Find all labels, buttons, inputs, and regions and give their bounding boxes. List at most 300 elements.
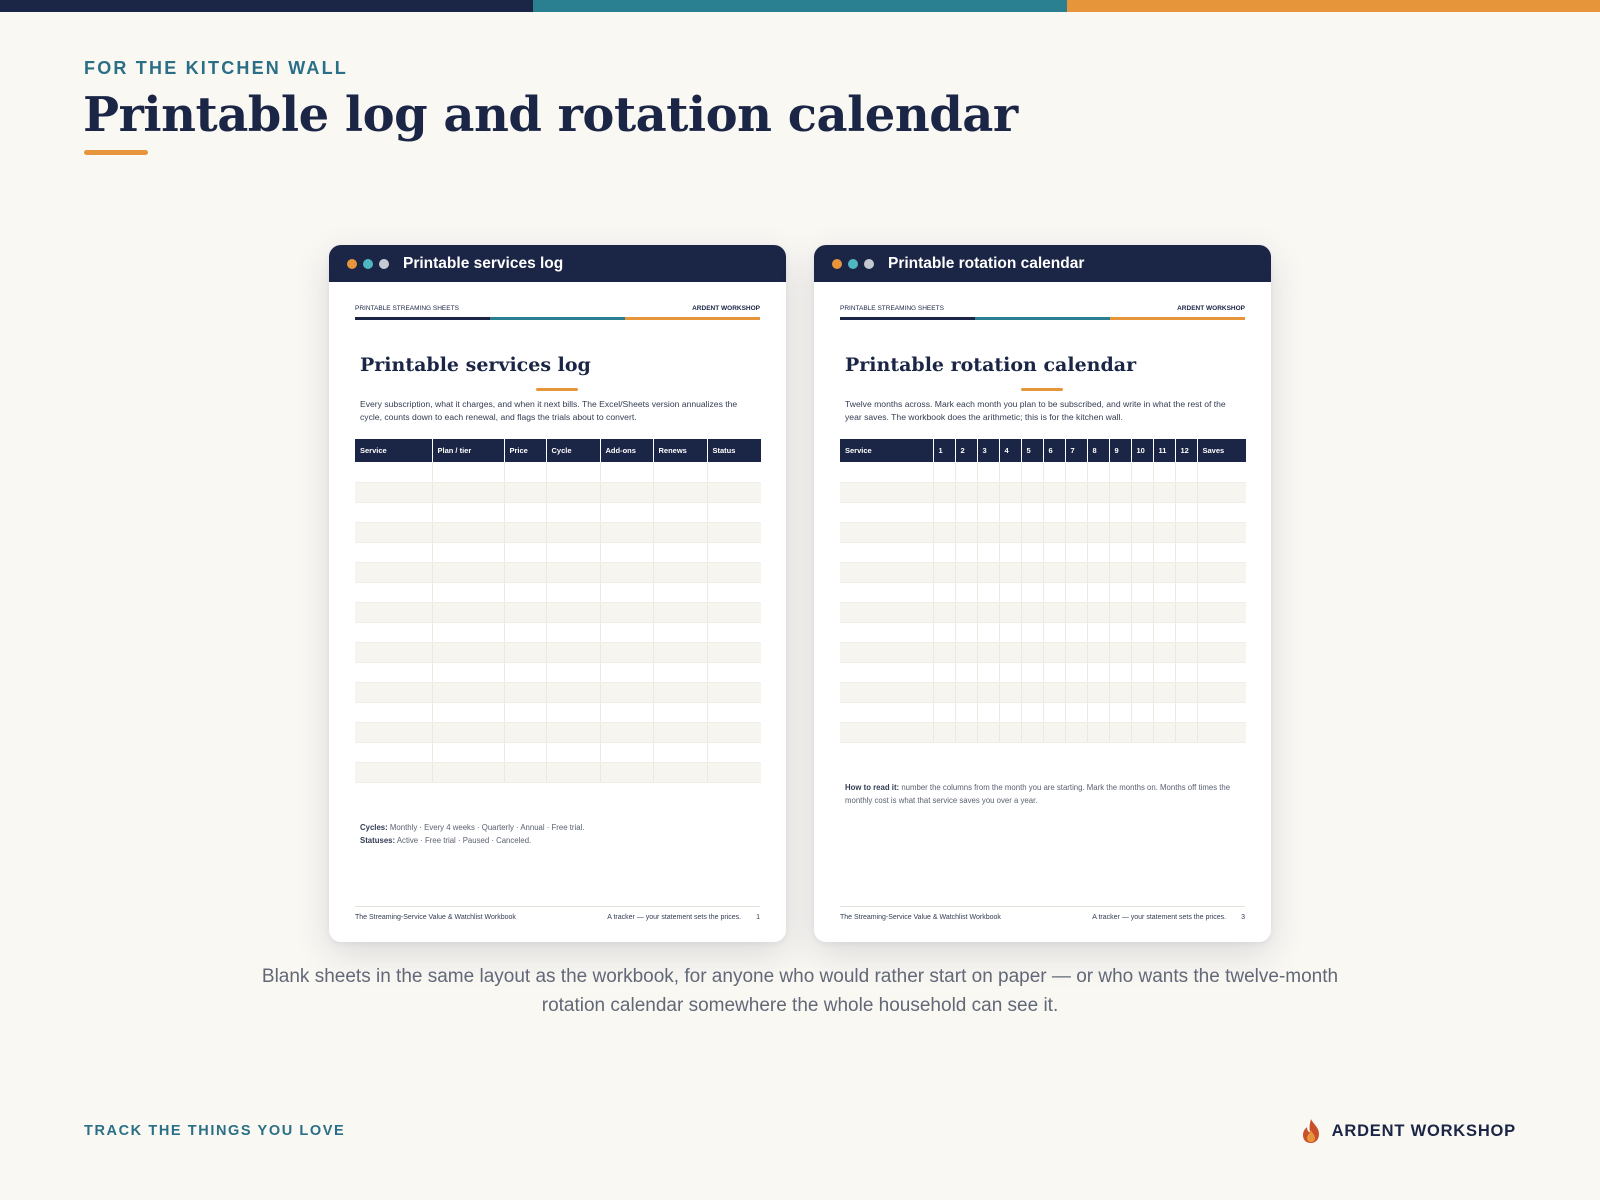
column-header: 1 <box>933 439 955 462</box>
blank-cell <box>999 522 1021 542</box>
blank-cell <box>355 582 432 602</box>
blank-cell <box>955 702 977 722</box>
blank-cell <box>504 542 546 562</box>
blank-cell <box>504 582 546 602</box>
table-row <box>355 642 761 662</box>
blank-cell <box>653 622 707 642</box>
caption: Blank sheets in the same layout as the workbook, for anyone who would rather start on paper — or who wants the twelve-month rotation calendar somewhere the whole household can see it. <box>261 966 1339 1016</box>
table-row <box>840 622 1246 642</box>
brand-name: ARDENT WORKSHOP <box>1331 1121 1516 1140</box>
blank-cell <box>653 542 707 562</box>
footer-book-title: The Streaming-Service Value & Watchlist Workbook <box>355 914 516 921</box>
sheet-header <box>840 305 1245 312</box>
blank-cell <box>1043 722 1065 742</box>
blank-cell <box>1175 622 1197 642</box>
blank-cell <box>1043 482 1065 502</box>
blank-cell <box>504 622 546 642</box>
table-row <box>355 562 761 582</box>
blank-cell <box>1087 642 1109 662</box>
column-header: 9 <box>1109 439 1131 462</box>
blank-cell <box>840 702 933 722</box>
blank-cell <box>1043 602 1065 622</box>
blank-cell <box>999 602 1021 622</box>
column-header: 2 <box>955 439 977 462</box>
blank-cell <box>933 622 955 642</box>
blank-cell <box>504 482 546 502</box>
column-header: 5 <box>1021 439 1043 462</box>
blank-cell <box>546 642 600 662</box>
blank-cell <box>1065 602 1087 622</box>
table-row <box>355 702 761 722</box>
table-row <box>840 642 1246 662</box>
sheet-color-bar <box>355 317 760 320</box>
blank-cell <box>840 682 933 702</box>
blank-cell <box>1197 462 1246 482</box>
blank-cell <box>977 582 999 602</box>
sheet-brand: ARDENT WORKSHOP <box>692 305 760 312</box>
column-header: 7 <box>1065 439 1087 462</box>
blank-cell <box>707 642 761 662</box>
blank-cell <box>955 602 977 622</box>
blank-cell <box>707 762 761 782</box>
blank-cell <box>707 622 761 642</box>
blank-cell <box>977 602 999 622</box>
blank-cell <box>504 662 546 682</box>
top-color-bar <box>0 0 1600 12</box>
blank-cell <box>504 462 546 482</box>
window-titlebar <box>814 245 1271 282</box>
blank-cell <box>600 642 653 662</box>
blank-cell <box>1065 722 1087 742</box>
table-row <box>840 722 1246 742</box>
blank-cell <box>1131 522 1153 542</box>
blank-cell <box>355 742 432 762</box>
blank-cell <box>1153 602 1175 622</box>
blank-cell <box>653 582 707 602</box>
blank-cell <box>546 582 600 602</box>
doc-description: Twelve months across. Mark each month you plan to be subscribed, and write in what the rest of the year saves. The workbook does the arithmetic; this is for the kitchen wall. <box>845 399 1226 422</box>
blank-cell <box>840 602 933 622</box>
doc-description: Every subscription, what it charges, and when it next bills. The Excel/Sheets version annualizes the cycle, counts down to each renewal, and flags the trials about to convert. <box>360 399 738 422</box>
blank-cell <box>1109 682 1131 702</box>
blank-cell <box>1131 482 1153 502</box>
blank-cell <box>1109 702 1131 722</box>
table-row <box>355 482 761 502</box>
blank-cell <box>840 582 933 602</box>
blank-cell <box>707 522 761 542</box>
blank-cell <box>933 462 955 482</box>
blank-cell <box>977 482 999 502</box>
blank-cell <box>653 742 707 762</box>
blank-cell <box>1021 482 1043 502</box>
blank-cell <box>1109 602 1131 622</box>
blank-cell <box>933 722 955 742</box>
window-dot-orange <box>347 259 357 269</box>
blank-cell <box>977 562 999 582</box>
blank-cell <box>1109 462 1131 482</box>
blank-cell <box>977 622 999 642</box>
blank-cell <box>1021 502 1043 522</box>
blank-cell <box>707 562 761 582</box>
blank-cell <box>1065 462 1087 482</box>
blank-cell <box>432 702 504 722</box>
blank-cell <box>653 682 707 702</box>
blank-cell <box>504 562 546 582</box>
blank-cell <box>1021 522 1043 542</box>
blank-cell <box>933 502 955 522</box>
blank-cell <box>432 502 504 522</box>
blank-cell <box>1197 562 1246 582</box>
blank-cell <box>1175 682 1197 702</box>
blank-cell <box>1109 582 1131 602</box>
blank-cell <box>933 702 955 722</box>
blank-cell <box>977 522 999 542</box>
blank-cell <box>1087 582 1109 602</box>
column-header: Saves <box>1197 439 1246 462</box>
window-dot-teal <box>848 259 858 269</box>
blank-cell <box>504 762 546 782</box>
window-dot-orange <box>832 259 842 269</box>
blank-cell <box>999 482 1021 502</box>
blank-cell <box>999 662 1021 682</box>
sheet-label: PRINTABLE STREAMING SHEETS <box>355 305 459 312</box>
printable-sheet <box>329 282 786 942</box>
blank-cell <box>1175 642 1197 662</box>
blank-cell <box>432 742 504 762</box>
blank-cell <box>504 722 546 742</box>
blank-cell <box>1197 622 1246 642</box>
blank-cell <box>1197 582 1246 602</box>
blank-cell <box>546 682 600 702</box>
rotation-calendar-table <box>840 439 1246 743</box>
blank-cell <box>1197 502 1246 522</box>
table-row <box>355 662 761 682</box>
blank-cell <box>933 522 955 542</box>
blank-cell <box>653 462 707 482</box>
page-number: 1 <box>756 914 760 921</box>
blank-cell <box>504 742 546 762</box>
table-row <box>840 562 1246 582</box>
blank-cell <box>1175 502 1197 522</box>
blank-cell <box>1087 502 1109 522</box>
sheet-footer <box>355 906 760 921</box>
blank-cell <box>840 562 933 582</box>
table-row <box>840 462 1246 482</box>
blank-cell <box>1197 482 1246 502</box>
blank-cell <box>355 722 432 742</box>
table-row <box>840 682 1246 702</box>
blank-cell <box>1197 542 1246 562</box>
column-header: 11 <box>1153 439 1175 462</box>
blank-cell <box>1087 542 1109 562</box>
blank-cell <box>432 722 504 742</box>
column-header: 6 <box>1043 439 1065 462</box>
blank-cell <box>600 502 653 522</box>
blank-cell <box>1197 702 1246 722</box>
blank-cell <box>1131 682 1153 702</box>
blank-cell <box>1131 702 1153 722</box>
blank-cell <box>355 522 432 542</box>
blank-cell <box>432 642 504 662</box>
blank-cell <box>432 582 504 602</box>
blank-cell <box>1021 662 1043 682</box>
blank-cell <box>653 602 707 622</box>
blank-cell <box>1065 502 1087 522</box>
blank-cell <box>1087 522 1109 542</box>
sheet-color-bar <box>840 317 1245 320</box>
blank-cell <box>432 622 504 642</box>
blank-cell <box>1087 682 1109 702</box>
blank-cell <box>653 562 707 582</box>
blank-cell <box>955 522 977 542</box>
blank-cell <box>653 662 707 682</box>
doc-title-accent <box>1021 388 1063 391</box>
blank-cell <box>1153 682 1175 702</box>
blank-cell <box>933 482 955 502</box>
column-header: Service <box>840 439 933 462</box>
blank-cell <box>840 642 933 662</box>
how-to-read-note: How to read it: number the columns from the month you are starting. Mark the months on. Months off times the monthly cost is what that service saves you over a year. <box>845 783 1231 805</box>
blank-cell <box>977 462 999 482</box>
blank-cell <box>1175 542 1197 562</box>
blank-cell <box>840 522 933 542</box>
table-row <box>355 742 761 762</box>
blank-cell <box>1153 622 1175 642</box>
blank-cell <box>933 682 955 702</box>
blank-cell <box>432 542 504 562</box>
blank-cell <box>1175 462 1197 482</box>
blank-cell <box>1109 542 1131 562</box>
blank-cell <box>999 702 1021 722</box>
blank-cell <box>546 762 600 782</box>
blank-cell <box>1197 722 1246 742</box>
column-header: Price <box>504 439 546 462</box>
blank-cell <box>1087 662 1109 682</box>
blank-cell <box>600 622 653 642</box>
table-row <box>840 582 1246 602</box>
blank-cell <box>977 662 999 682</box>
blank-cell <box>955 482 977 502</box>
blank-cell <box>955 502 977 522</box>
blank-cell <box>355 502 432 522</box>
blank-cell <box>546 502 600 522</box>
blank-cell <box>1065 702 1087 722</box>
blank-cell <box>1109 482 1131 502</box>
blank-cell <box>1131 622 1153 642</box>
blank-cell <box>600 722 653 742</box>
legend-statuses: Statuses: Active · Free trial · Paused · Canceled. <box>360 836 532 845</box>
blank-cell <box>1065 482 1087 502</box>
blank-cell <box>1065 522 1087 542</box>
blank-cell <box>432 602 504 622</box>
blank-cell <box>1065 642 1087 662</box>
blank-cell <box>1065 622 1087 642</box>
table-row <box>355 542 761 562</box>
blank-cell <box>1153 642 1175 662</box>
table-row <box>840 542 1246 562</box>
blank-cell <box>432 522 504 542</box>
window-dot-gray <box>379 259 389 269</box>
doc-title-accent <box>536 388 578 391</box>
blank-cell <box>1153 522 1175 542</box>
blank-cell <box>653 642 707 662</box>
blank-cell <box>1109 502 1131 522</box>
table-row <box>355 522 761 542</box>
blank-cell <box>600 462 653 482</box>
blank-cell <box>707 742 761 762</box>
table-row <box>840 602 1246 622</box>
blank-cell <box>955 662 977 682</box>
flame-icon <box>1300 1118 1322 1144</box>
blank-cell <box>355 622 432 642</box>
legend-cycles: Cycles: Monthly · Every 4 weeks · Quarterly · Annual · Free trial. <box>360 823 585 832</box>
blank-cell <box>1043 662 1065 682</box>
blank-cell <box>933 582 955 602</box>
blank-cell <box>432 762 504 782</box>
blank-cell <box>1153 562 1175 582</box>
sheet-header <box>355 305 760 312</box>
window-dot-gray <box>864 259 874 269</box>
blank-cell <box>1153 462 1175 482</box>
blank-cell <box>600 522 653 542</box>
blank-cell <box>1153 722 1175 742</box>
blank-cell <box>504 602 546 622</box>
blank-cell <box>1175 522 1197 542</box>
blank-cell <box>955 542 977 562</box>
table-row <box>355 682 761 702</box>
blank-cell <box>600 482 653 502</box>
blank-cell <box>955 622 977 642</box>
blank-cell <box>1021 462 1043 482</box>
blank-cell <box>1109 522 1131 542</box>
column-header: 10 <box>1131 439 1153 462</box>
blank-cell <box>546 742 600 762</box>
blank-cell <box>955 682 977 702</box>
blank-cell <box>999 682 1021 702</box>
blank-cell <box>546 462 600 482</box>
blank-cell <box>1175 702 1197 722</box>
blank-cell <box>600 682 653 702</box>
blank-cell <box>999 642 1021 662</box>
blank-cell <box>1153 662 1175 682</box>
brand-logo <box>1300 1118 1516 1144</box>
blank-cell <box>1043 462 1065 482</box>
blank-cell <box>546 662 600 682</box>
blank-cell <box>1175 562 1197 582</box>
blank-cell <box>600 562 653 582</box>
blank-cell <box>546 622 600 642</box>
blank-cell <box>546 482 600 502</box>
blank-cell <box>1087 462 1109 482</box>
blank-cell <box>1021 582 1043 602</box>
blank-cell <box>1197 662 1246 682</box>
blank-cell <box>999 502 1021 522</box>
blank-cell <box>653 522 707 542</box>
blank-cell <box>653 702 707 722</box>
blank-cell <box>1131 602 1153 622</box>
blank-cell <box>955 642 977 662</box>
blank-cell <box>707 722 761 742</box>
blank-cell <box>955 582 977 602</box>
blank-cell <box>977 722 999 742</box>
window-title: Printable rotation calendar <box>888 254 1085 272</box>
blank-cell <box>1153 702 1175 722</box>
blank-cell <box>1065 662 1087 682</box>
table-row <box>840 662 1246 682</box>
table-row <box>840 502 1246 522</box>
blank-cell <box>999 462 1021 482</box>
blank-cell <box>933 642 955 662</box>
table-row <box>355 582 761 602</box>
blank-cell <box>1021 622 1043 642</box>
eyebrow-label: FOR THE KITCHEN WALL <box>84 58 348 78</box>
table-row <box>840 702 1246 722</box>
blank-cell <box>1087 702 1109 722</box>
blank-cell <box>600 602 653 622</box>
column-header: 8 <box>1087 439 1109 462</box>
blank-cell <box>1065 682 1087 702</box>
blank-cell <box>1131 462 1153 482</box>
column-header: Renews <box>653 439 707 462</box>
services-log-table <box>355 439 761 783</box>
blank-cell <box>504 522 546 542</box>
blank-cell <box>1087 722 1109 742</box>
blank-cell <box>355 602 432 622</box>
blank-cell <box>432 662 504 682</box>
footer-book-title: The Streaming-Service Value & Watchlist Workbook <box>840 914 1001 921</box>
rotation-calendar-card <box>814 245 1271 942</box>
blank-cell <box>1043 642 1065 662</box>
blank-cell <box>355 642 432 662</box>
blank-cell <box>546 522 600 542</box>
blank-cell <box>504 502 546 522</box>
blank-cell <box>355 702 432 722</box>
blank-cell <box>1175 582 1197 602</box>
blank-cell <box>1021 542 1043 562</box>
blank-cell <box>1131 722 1153 742</box>
blank-cell <box>546 542 600 562</box>
blank-cell <box>1043 702 1065 722</box>
blank-cell <box>1043 682 1065 702</box>
blank-cell <box>1153 542 1175 562</box>
blank-cell <box>1175 482 1197 502</box>
blank-cell <box>1153 502 1175 522</box>
footer-note: A tracker — your statement sets the prices. <box>607 914 742 921</box>
blank-cell <box>1197 602 1246 622</box>
table-row <box>355 622 761 642</box>
blank-cell <box>999 562 1021 582</box>
table-row <box>355 722 761 742</box>
blank-cell <box>1109 562 1131 582</box>
blank-cell <box>1021 562 1043 582</box>
blank-cell <box>546 722 600 742</box>
blank-cell <box>840 462 933 482</box>
blank-cell <box>977 542 999 562</box>
window-titlebar <box>329 245 786 282</box>
blank-cell <box>1087 562 1109 582</box>
blank-cell <box>355 562 432 582</box>
blank-cell <box>1131 502 1153 522</box>
blank-cell <box>977 642 999 662</box>
blank-cell <box>432 462 504 482</box>
blank-cell <box>1043 622 1065 642</box>
window-title: Printable services log <box>403 254 564 272</box>
blank-cell <box>355 762 432 782</box>
column-header: 4 <box>999 439 1021 462</box>
blank-cell <box>1043 542 1065 562</box>
blank-cell <box>1065 542 1087 562</box>
blank-cell <box>600 762 653 782</box>
